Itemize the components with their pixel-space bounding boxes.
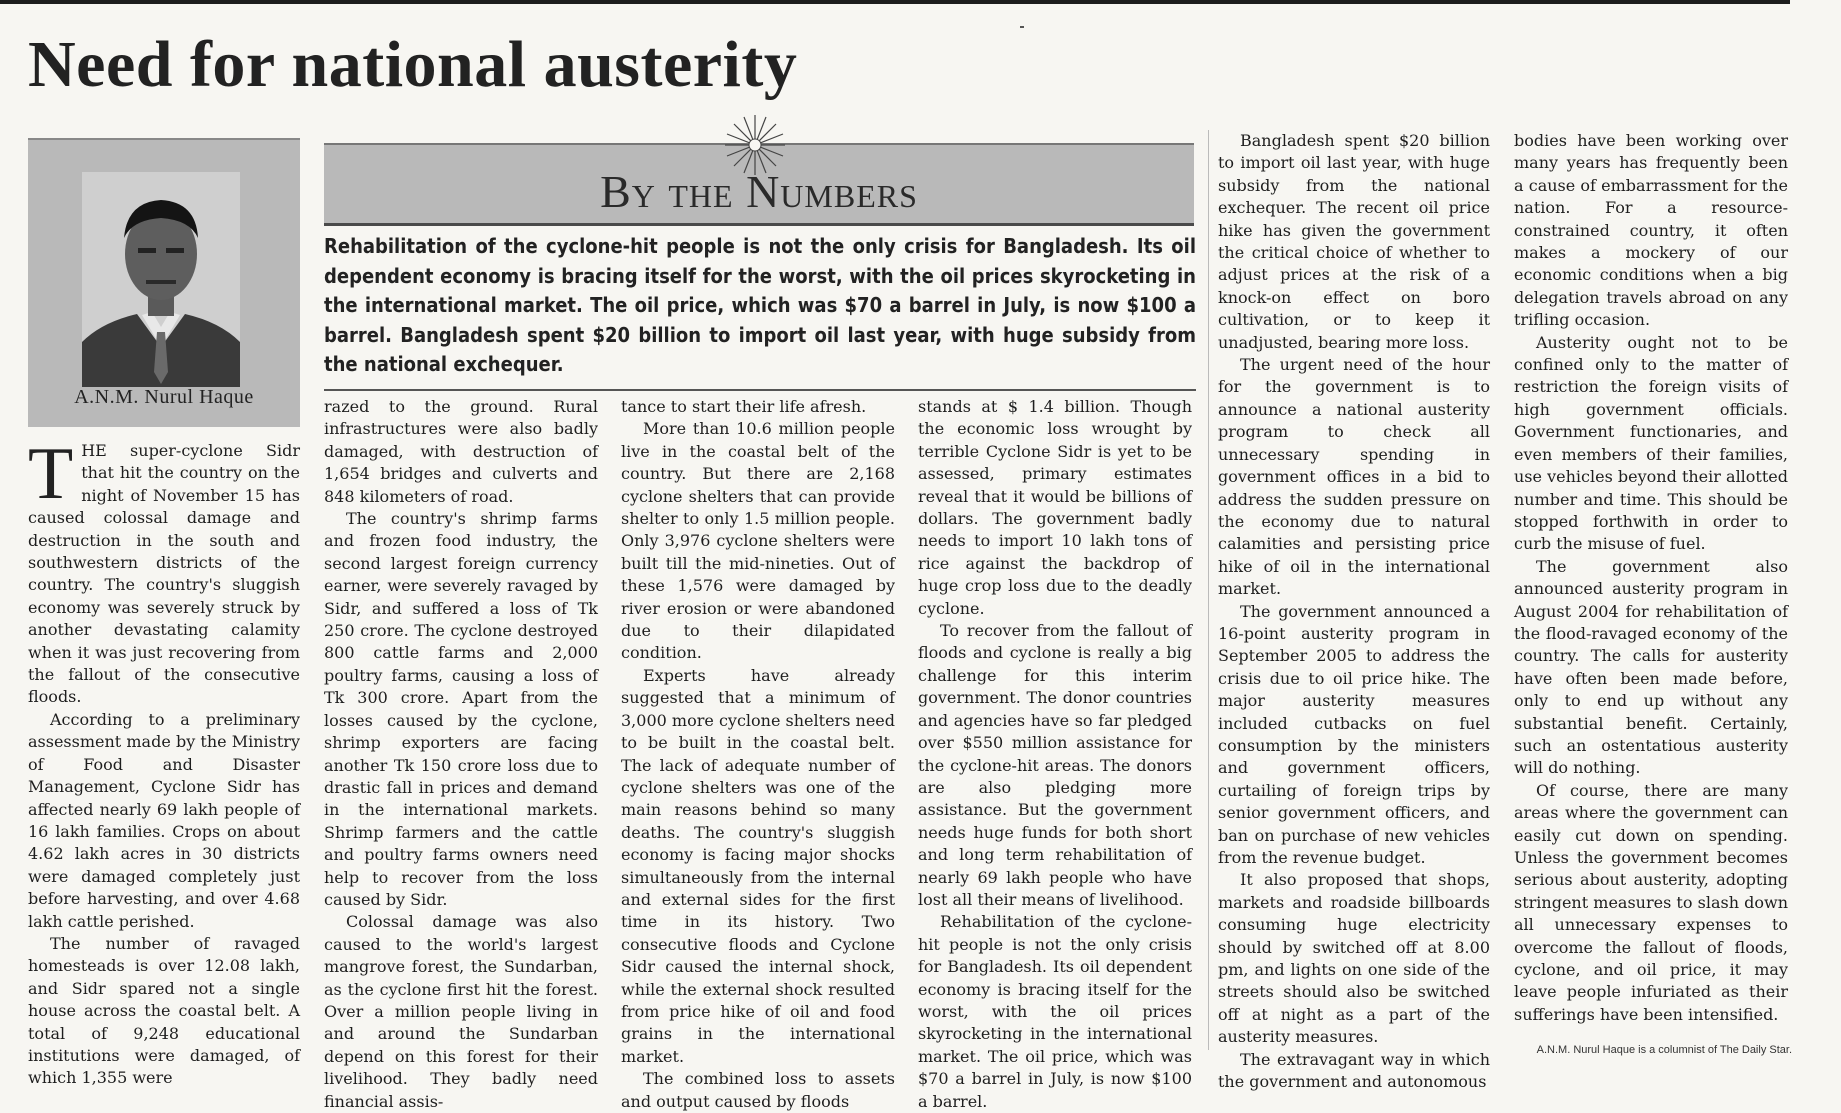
article-paragraph: To recover from the fallout of floods and cyclone is really a big challenge for this interim government. The donor countries and agencies have so far pledged over $550 million assistance for the cyclone-hit areas. The donors are also pledging more assistance. But the government needs huge funds for both short and long term rehabilitation of nearly 69 lakh people who have lost all their means of livelihood.: [918, 621, 1192, 909]
article-paragraph: stands at $ 1.4 billion. Though the economic loss wrought by terrible Cyclone Sidr is yet to be assessed, primary estimates reveal that it would be billions of dollars. The government badly needs to import 10 lakh tons of rice against the backdrop of huge crop loss due to the deadly cyclone.: [918, 397, 1192, 618]
article-paragraph: The country's shrimp farms and frozen food industry, the second largest foreign currency earner, were severely ravaged by Sidr, and suffered a loss of Tk 250 crore. The cyclone destroyed 800 cattle farms and 2,000 poultry farms, causing a loss of Tk 300 crore. Apart from the losses caused by the cyclone, shrimp exporters are facing another Tk 150 crore loss due to drastic fall in prices and demand in the international markets. Shrimp farmers and the cattle and poultry farms owners need help to recover from the loss caused by Sidr.: [324, 509, 598, 909]
paragraph-text: HE super-cyclone Sidr that hit the country on the night of November 15 has caused colossal damage and destruction in the south and southwestern districts of the country. The country's sluggish economy was severely struck by another devastating calamity when it was just recovering from the fallout of the consecutive floods.: [28, 441, 300, 707]
article-paragraph: More than 10.6 million people live in the coastal belt of the country. But there are 2,168 cyclone shelters that can provide shelter to only 1.5 million people. Only 3,976 cyclone shelters were built till the mid-nineties. Out of these 1,576 were damaged by river erosion or were abandoned due to their dilapidated condition.: [621, 419, 895, 663]
article-paragraph: According to a preliminary assessment made by the Ministry of Food and Disaster Management, Cyclone Sidr has affected nearly 69 lakh people of 16 lakh families. Crops on about 4.62 lakh acres in 30 districts were damaged completely just before harvesting, and over 4.68 lakh cattle perished.: [28, 709, 300, 931]
article-paragraph: The extravagant way in which the government and autonomous: [1218, 1049, 1490, 1092]
author-portrait-icon: [82, 172, 240, 387]
article-column-6: [1514, 130, 1788, 1026]
article-paragraph: Austerity ought not to be confined only to the matter of restriction the foreign visits of high government officials. Government functionaries, and even members of their families, use vehicles beyond their allotted number and time. This should be stopped forthwith in order to curb the misuse of fuel.: [1514, 332, 1788, 554]
article-paragraph: razed to the ground. Rural infrastructures were also badly damaged, with destruction of 1,654 bridges and culverts and 848 kilometers of road.: [324, 397, 598, 506]
starburst-icon: [720, 110, 790, 180]
drop-cap: T: [28, 433, 74, 515]
article-paragraph: bodies have been working over many years has frequently been a cause of embarrassment for the nation. For a resource-constrained country, it often makes a mockery of our economic conditions when a big delegation travels abroad on any trifling occasion.: [1514, 131, 1788, 330]
article-paragraph: The combined loss to assets and output caused by floods: [621, 1069, 895, 1111]
article-column-4: [918, 396, 1192, 1113]
article-column-2: [324, 396, 598, 1113]
article-paragraph: It also proposed that shops, markets and roadside billboards consuming huge electricity should by switched off at 8.00 pm, and lights on one side of the streets should also be switched off at night as a part of the austerity measures.: [1218, 870, 1490, 1047]
article-paragraph: The government also announced austerity program in August 2004 for rehabilitation of the flood-ravaged economy of the country. The calls for austerity have often been made before, only to end up without any substantial benefit. Certainly, such an ostentatious austerity will do nothing.: [1514, 556, 1788, 778]
top-rule: [0, 0, 1790, 4]
article-paragraph: Experts have already suggested that a minimum of 3,000 more cyclone shelters need to be built in the coastal belt. The lack of adequate number of cyclone shelters was one of the main reasons behind so many deaths. The country's sluggish economy is facing major shocks simultaneously from the internal and external sides for the first time in its history. Two consecutive floods and Cyclone Sidr caused the internal shock, while the external shock resulted from price hike of oil and food grains in the international market.: [621, 665, 895, 1066]
author-photo: [82, 172, 240, 387]
article-paragraph: Rehabilitation of the cyclone-hit people is not the only crisis for Bangladesh. Its oil dependent economy is bracing itself for the worst, with the oil prices skyrocketing in the international market. The oil price, which was $70 a barrel in July, is now $100 a barrel.: [918, 912, 1192, 1111]
author-name: A.N.M. Nurul Haque: [74, 386, 254, 408]
column-rule: [1208, 130, 1209, 1050]
article-paragraph: The government announced a 16-point austerity program in September 2005 to address the crisis due to oil price hike. The major austerity measures included cutbacks on fuel consumption by the ministers and government officers, curtailing of foreign trips by senior government officers, and ban on purchase of new vehicles from the revenue budget.: [1218, 601, 1490, 867]
article-paragraph: Colossal damage was also caused to the world's largest mangrove forest, the Sundarban, as the cyclone first hit the forest. Over a million people living in and around the Sundarban depend on this forest for their livelihood. They badly need financial assis-: [324, 912, 598, 1111]
lede-paragraph: Rehabilitation of the cyclone-hit people is not the only crisis for Bangladesh. Its oil dependent economy is bracing itself for the worst, with the oil prices skyrocketing in the international market. The oil price, which was $70 a barrel in July, is now $100 a barrel. Bangladesh spent $20 billion to import oil last year, with huge subsidy from the national exchequer.: [324, 234, 1196, 376]
author-box: [28, 138, 300, 427]
article-column-1: [28, 433, 300, 1090]
article-paragraph: Bangladesh spent $20 billion to import oil last year, with huge subsidy from the national exchequer. The recent oil price hike has given the government the critical choice of whether to adjust prices at the risk of a knock-on effect on boro cultivation, or to keep it unadjusted, bearing more loss.: [1218, 131, 1490, 352]
article-paragraph: The number of ravaged homesteads is over 12.08 lakh, and Sidr spared not a single house across the coastal belt. A total of 9,248 educational institutions were damaged, of which 1,355 were: [28, 933, 300, 1088]
lede-rule: [324, 389, 1196, 391]
headline: Need for national austerity: [28, 28, 798, 101]
banner-title: By the Numbers: [600, 166, 918, 217]
article-column-5: [1218, 130, 1490, 1093]
author-credit: A.N.M. Nurul Haque is a columnist of The Daily Star.: [1536, 1044, 1792, 1056]
article-paragraph: Of course, there are many areas where the government can easily cut down on spending. Unless the government becomes serious about austerity, adopting stringent measures to slash down all unnecessary expenses to overcome the fallout of floods, cyclone, and oil price, it may leave people infuriated as their sufferings have been intensified.: [1514, 780, 1788, 1024]
print-mark: [1020, 26, 1024, 28]
article-paragraph: [28, 433, 300, 709]
article-column-3: [621, 396, 895, 1113]
article-paragraph: tance to start their life afresh.: [621, 397, 867, 416]
article-paragraph: The urgent need of the hour for the government is to announce a national austerity program to check all unnecessary spending in government offices in a bid to address the sudden pressure on the economy due to natural calamities and persisting price hike of oil in the international market.: [1218, 355, 1490, 599]
